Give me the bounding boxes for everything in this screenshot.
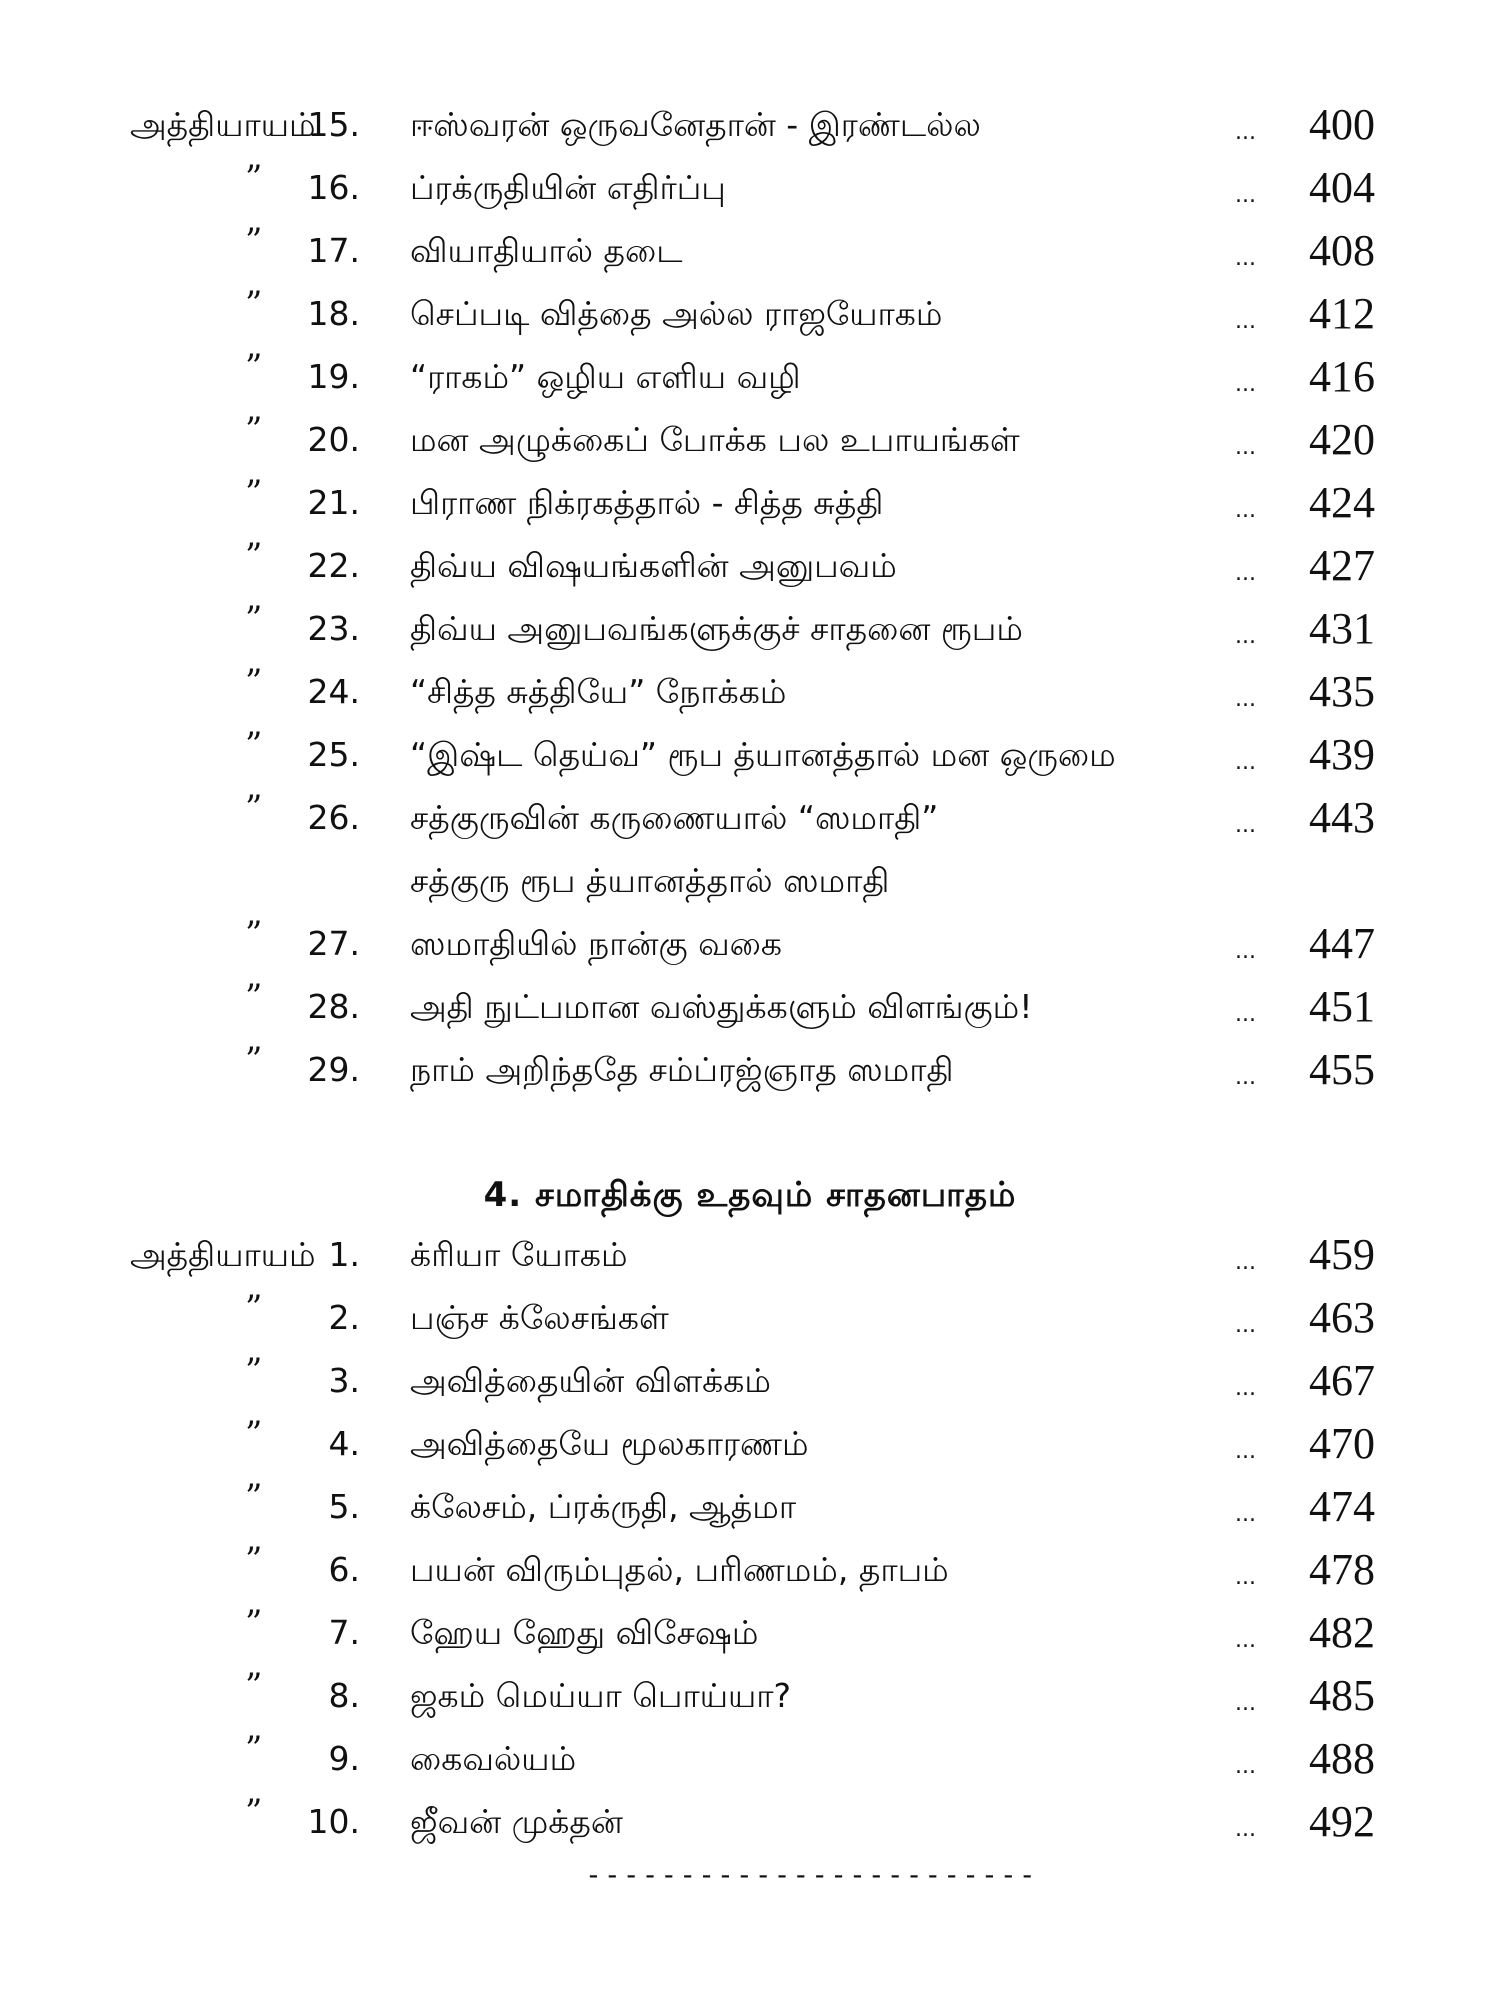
leader-dots: ... <box>1235 687 1256 712</box>
leader-dots: ... <box>1235 1439 1256 1464</box>
chapter-title: ஸமாதியில் நான்கு வகை <box>410 924 782 963</box>
chapter-number: 26. <box>307 798 360 837</box>
chapter-prefix: அத்தியாயம் <box>130 105 316 144</box>
chapter-title: மன அழுக்கைப் போக்க பல உபாயங்கள் <box>410 420 1020 459</box>
toc-entry <box>0 1792 1500 1852</box>
ditto-mark: ” <box>245 1540 263 1580</box>
chapter-number: 27. <box>307 924 360 963</box>
page-number: 492 <box>1309 1797 1375 1846</box>
page-number: 463 <box>1309 1293 1375 1342</box>
chapter-number: 29. <box>307 1050 360 1089</box>
toc-entry <box>0 1603 1500 1663</box>
ditto-mark: ” <box>245 914 263 954</box>
chapter-title: க்லேசம், ப்ரக்ருதி, ஆத்மா <box>410 1487 797 1526</box>
ditto-mark: ” <box>245 1729 263 1769</box>
leader-dots: ... <box>1235 624 1256 649</box>
toc-entry <box>0 536 1500 596</box>
leader-dots: ... <box>1235 1817 1256 1842</box>
ditto-mark: ” <box>245 977 263 1017</box>
chapter-number: 22. <box>307 546 360 585</box>
leader-dots: ... <box>1235 1250 1256 1275</box>
chapter-number: 17. <box>307 231 360 270</box>
leader-dots: ... <box>1235 750 1256 775</box>
ditto-mark: ” <box>245 1288 263 1328</box>
chapter-title: திவ்ய விஷயங்களின் அனுபவம் <box>410 546 897 585</box>
chapter-subtitle: சத்குரு ரூப த்யானத்தால் ஸமாதி <box>410 861 890 900</box>
chapter-title: ஈஸ்வரன் ஒருவனேதான் - இரண்டல்ல <box>410 105 981 144</box>
toc-entry <box>0 1414 1500 1474</box>
leader-dots: ... <box>1235 1065 1256 1090</box>
toc-entry <box>0 1040 1500 1100</box>
toc-entry <box>0 410 1500 470</box>
page-number: 400 <box>1309 100 1375 149</box>
ditto-mark: ” <box>245 662 263 702</box>
ditto-mark: ” <box>245 158 263 198</box>
leader-dots: ... <box>1235 183 1256 208</box>
chapter-title: கைவல்யம் <box>410 1739 577 1778</box>
page-number: 467 <box>1309 1356 1375 1405</box>
page-number: 478 <box>1309 1545 1375 1594</box>
ditto-mark: ” <box>245 347 263 387</box>
chapter-title: ப்ரக்ருதியின் எதிர்ப்பு <box>410 168 726 207</box>
ditto-mark: ” <box>245 1603 263 1643</box>
page-number: 424 <box>1309 478 1375 527</box>
page-number: 412 <box>1309 289 1375 338</box>
ditto-mark: ” <box>245 410 263 450</box>
toc-entry <box>0 977 1500 1037</box>
toc-entry <box>0 158 1500 218</box>
leader-dots: ... <box>1235 561 1256 586</box>
leader-dots: ... <box>1235 435 1256 460</box>
ditto-mark: ” <box>245 1351 263 1391</box>
ditto-mark: ” <box>245 1792 263 1832</box>
toc-entry <box>0 599 1500 659</box>
chapter-title: “ராகம்” ஒழிய எளிய வழி <box>410 357 801 396</box>
leader-dots: ... <box>1235 246 1256 271</box>
chapter-title: “சித்த சுத்தியே” நோக்கம் <box>410 672 787 711</box>
ditto-mark: ” <box>245 473 263 513</box>
ditto-mark: ” <box>245 1040 263 1080</box>
page-number: 427 <box>1309 541 1375 590</box>
toc-entry <box>0 1540 1500 1600</box>
chapter-number: 4. <box>328 1424 360 1463</box>
toc-entry <box>0 1729 1500 1789</box>
chapter-number: 18. <box>307 294 360 333</box>
leader-dots: ... <box>1235 498 1256 523</box>
toc-entry <box>0 788 1500 848</box>
footer-dashed-rule: ------------------------ <box>585 1858 1038 1891</box>
toc-entry <box>0 221 1500 281</box>
chapter-title: அதி நுட்பமான வஸ்துக்களும் விளங்கும்! <box>410 987 1033 1026</box>
leader-dots: ... <box>1235 1691 1256 1716</box>
chapter-title: நாம் அறிந்ததே சம்ப்ரஜ்ஞாத ஸமாதி <box>410 1050 954 1089</box>
chapter-number: 20. <box>307 420 360 459</box>
page-number: 482 <box>1309 1608 1375 1657</box>
leader-dots: ... <box>1235 1754 1256 1779</box>
toc-entry <box>0 1288 1500 1348</box>
leader-dots: ... <box>1235 1565 1256 1590</box>
ditto-mark: ” <box>245 1477 263 1517</box>
page-number: 443 <box>1309 793 1375 842</box>
page-number: 485 <box>1309 1671 1375 1720</box>
chapter-number: 23. <box>307 609 360 648</box>
leader-dots: ... <box>1235 1628 1256 1653</box>
leader-dots: ... <box>1235 1002 1256 1027</box>
chapter-prefix: அத்தியாயம் <box>130 1235 316 1274</box>
chapter-number: 7. <box>328 1613 360 1652</box>
chapter-title: “இஷ்ட தெய்வ” ரூப த்யானத்தால் மன ஒருமை <box>410 735 1116 774</box>
page-number: 470 <box>1309 1419 1375 1468</box>
leader-dots: ... <box>1235 309 1256 334</box>
chapter-number: 8. <box>328 1676 360 1715</box>
chapter-title: அவித்தையே மூலகாரணம் <box>410 1424 809 1463</box>
toc-entry <box>0 1225 1500 1285</box>
ditto-mark: ” <box>245 1414 263 1454</box>
leader-dots: ... <box>1235 372 1256 397</box>
chapter-number: 28. <box>307 987 360 1026</box>
leader-dots: ... <box>1235 1376 1256 1401</box>
page-number: 420 <box>1309 415 1375 464</box>
ditto-mark: ” <box>245 284 263 324</box>
chapter-number: 9. <box>328 1739 360 1778</box>
chapter-number: 6. <box>328 1550 360 1589</box>
leader-dots: ... <box>1235 1502 1256 1527</box>
chapter-number: 21. <box>307 483 360 522</box>
chapter-title: செப்படி வித்தை அல்ல ராஜயோகம் <box>410 294 943 333</box>
leader-dots: ... <box>1235 939 1256 964</box>
ditto-mark: ” <box>245 536 263 576</box>
chapter-title: சத்குருவின் கருணையால் “ஸமாதி” <box>410 798 939 837</box>
chapter-title: ஜீவன் முக்தன் <box>410 1802 623 1841</box>
chapter-title: திவ்ய அனுபவங்களுக்குச் சாதனை ரூபம் <box>410 609 1023 648</box>
ditto-mark: ” <box>245 1666 263 1706</box>
ditto-mark: ” <box>245 599 263 639</box>
page-number: 455 <box>1309 1045 1375 1094</box>
page-number: 435 <box>1309 667 1375 716</box>
leader-dots: ... <box>1235 813 1256 838</box>
chapter-number: 1. <box>328 1235 360 1274</box>
chapter-title: அவித்தையின் விளக்கம் <box>410 1361 771 1400</box>
page-number: 439 <box>1309 730 1375 779</box>
page-number: 404 <box>1309 163 1375 212</box>
chapter-title: க்ரியா யோகம் <box>410 1235 628 1274</box>
chapter-title: ஜகம் மெய்யா பொய்யா? <box>410 1676 792 1715</box>
ditto-mark: ” <box>245 725 263 765</box>
page-number: 474 <box>1309 1482 1375 1531</box>
page-number: 408 <box>1309 226 1375 275</box>
ditto-mark: ” <box>245 221 263 261</box>
page-number: 459 <box>1309 1230 1375 1279</box>
chapter-title: பிராண நிக்ரகத்தால் - சித்த சுத்தி <box>410 483 884 522</box>
chapter-title: பயன் விரும்புதல், பரிணமம், தாபம் <box>410 1550 949 1589</box>
chapter-number: 5. <box>328 1487 360 1526</box>
chapter-number: 19. <box>307 357 360 396</box>
leader-dots: ... <box>1235 120 1256 145</box>
toc-entry-continuation <box>0 851 1500 911</box>
toc-entry <box>0 1666 1500 1726</box>
toc-entry <box>0 473 1500 533</box>
toc-entry <box>0 1351 1500 1411</box>
chapter-title: ஹேய ஹேது விசேஷம் <box>410 1613 759 1652</box>
chapter-number: 24. <box>307 672 360 711</box>
chapter-title: பஞ்ச க்லேசங்கள் <box>410 1298 669 1337</box>
toc-entry <box>0 725 1500 785</box>
page-number: 431 <box>1309 604 1375 653</box>
page-number: 447 <box>1309 919 1375 968</box>
page-number: 488 <box>1309 1734 1375 1783</box>
ditto-mark: ” <box>245 788 263 828</box>
chapter-number: 2. <box>328 1298 360 1337</box>
toc-entry <box>0 95 1500 155</box>
section-heading: 4. சமாதிக்கு உதவும் சாதனபாதம் <box>483 1175 1017 1215</box>
chapter-number: 15. <box>307 105 360 144</box>
toc-entry <box>0 914 1500 974</box>
toc-entry <box>0 1477 1500 1537</box>
page-number: 416 <box>1309 352 1375 401</box>
chapter-number: 3. <box>328 1361 360 1400</box>
chapter-number: 25. <box>307 735 360 774</box>
toc-entry <box>0 284 1500 344</box>
chapter-number: 10. <box>307 1802 360 1841</box>
chapter-number: 16. <box>307 168 360 207</box>
leader-dots: ... <box>1235 1313 1256 1338</box>
page-number: 451 <box>1309 982 1375 1031</box>
toc-entry <box>0 662 1500 722</box>
toc-entry <box>0 347 1500 407</box>
chapter-title: வியாதியால் தடை <box>410 231 683 270</box>
